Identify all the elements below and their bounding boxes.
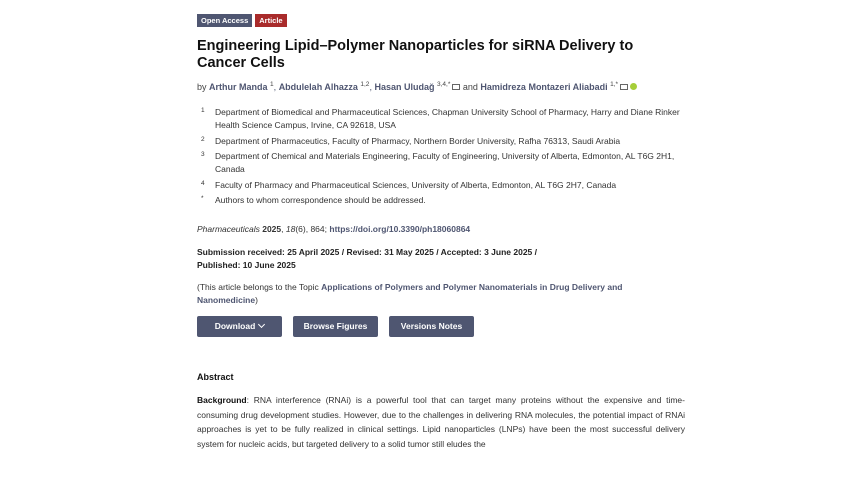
publication-dates bbox=[197, 246, 685, 272]
affiliation-text: Department of Chemical and Materials Engineering, Faculty of Engineering, University of Alberta, Edmonton, AL T6G 2H1, Canada bbox=[215, 151, 675, 174]
abstract-body: : RNA interference (RNAi) is a powerful tool that can target many proteins without the expensive and time-consuming drug development studies. However, due to the challenges in delivering RNA molecules, the potential impact of RNAi approaches is yet to be fully realized in clinical settings. Lipid nanoparticles (LNPs) have been the most successful delivery system for nucleic acids, but targeted delivery to a solid tumor still eludes the bbox=[197, 395, 685, 449]
citation-issue-page: (6), 864; bbox=[295, 224, 330, 234]
abstract-text bbox=[197, 393, 685, 451]
affiliation-item bbox=[197, 194, 685, 207]
author-link-4[interactable]: Hamidreza Montazeri Aliabadi bbox=[480, 82, 608, 92]
citation-line: Pharmaceuticals 2025, 18(6), 864; https://doi.org/10.3390/ph18060864 bbox=[197, 224, 471, 234]
affiliation-item bbox=[197, 150, 685, 176]
affiliation-item bbox=[197, 106, 685, 132]
affiliations bbox=[197, 106, 685, 207]
topic-suffix: ) bbox=[255, 295, 258, 305]
orcid-icon[interactable] bbox=[630, 83, 637, 90]
citation-volume: 18 bbox=[285, 224, 296, 234]
abstract-section-label: Background bbox=[197, 395, 247, 405]
dates-line-1: Submission received: 25 April 2025 / Revised: 31 May 2025 / Accepted: 3 June 2025 / bbox=[197, 247, 538, 257]
by-label: by bbox=[197, 82, 207, 92]
and-label: and bbox=[462, 82, 478, 92]
citation-year: 2025 bbox=[262, 224, 282, 234]
affiliation-item bbox=[197, 179, 685, 192]
affiliation-text: Faculty of Pharmacy and Pharmaceutical Sciences, University of Alberta, Edmonton, AL T6G 2H7, Canada bbox=[215, 179, 617, 190]
article-column bbox=[197, 14, 685, 451]
topic-link[interactable]: Applications of Polymers and Polymer Nanomaterials in Drug Delivery and Nanomedicine bbox=[197, 282, 623, 305]
download-button[interactable] bbox=[197, 316, 282, 337]
author-link-3[interactable]: Hasan Uludağ bbox=[374, 82, 435, 92]
dates-line-2: Published: 10 June 2025 bbox=[197, 260, 296, 270]
author-affil-4: 1,* bbox=[610, 81, 619, 88]
topic-prefix: (This article belongs to the Topic bbox=[197, 282, 322, 292]
author-affil-1: 1 bbox=[270, 81, 274, 88]
action-buttons bbox=[197, 316, 685, 337]
versions-notes-button[interactable]: Versions Notes bbox=[389, 316, 474, 337]
author-link-1[interactable]: Arthur Manda bbox=[209, 82, 268, 92]
email-icon[interactable] bbox=[620, 84, 628, 90]
affiliation-number: 1 bbox=[201, 107, 205, 114]
chevron-down-icon bbox=[258, 321, 265, 328]
affiliation-number: * bbox=[201, 195, 204, 202]
affiliation-text: Department of Biomedical and Pharmaceutical Sciences, Chapman University School of Pharmacy, Harry and Diane Rinker Health Science Campus, Irvine, CA 92618, USA bbox=[215, 107, 680, 130]
download-label: Download bbox=[214, 321, 256, 331]
journal-name[interactable]: Pharmaceuticals bbox=[197, 224, 260, 234]
affiliation-text: Department of Pharmaceutics, Faculty of Pharmacy, Northern Border University, Rafha 76313, Saudi Arabia bbox=[215, 135, 621, 146]
doi-link[interactable]: https://doi.org/10.3390/ph18060864 bbox=[329, 224, 471, 234]
affiliation-number: 2 bbox=[201, 135, 205, 143]
affiliation-text: Authors to whom correspondence should be addressed. bbox=[215, 195, 426, 205]
open-access-badge[interactable]: Open Access bbox=[197, 14, 252, 27]
email-icon[interactable] bbox=[452, 84, 460, 90]
author-list: by Arthur Manda $^1$, Abdulelah Alhazza $^{1,2}$, Hasan Uludağ $^{3,4,*}$ and Hamidreza Montazeri Aliabadi $^{1,*}$ bbox=[197, 79, 685, 93]
author-affil-3: 3,4,* bbox=[436, 81, 451, 88]
affiliation-item bbox=[197, 135, 685, 148]
abstract-heading: Abstract bbox=[197, 372, 234, 382]
author-link-2[interactable]: Abdulelah Alhazza bbox=[278, 82, 358, 92]
browse-figures-button[interactable]: Browse Figures bbox=[293, 316, 378, 337]
badge-row bbox=[197, 14, 685, 27]
affiliation-number: 3 bbox=[201, 151, 205, 158]
article-title: Engineering Lipid–Polymer Nanoparticles for siRNA Delivery to Cancer Cells bbox=[197, 38, 634, 71]
affiliation-number: 4 bbox=[201, 179, 205, 187]
article-type-badge: Article bbox=[255, 14, 286, 27]
author-affil-2: 1,2 bbox=[360, 81, 370, 88]
topic-note bbox=[197, 281, 685, 307]
